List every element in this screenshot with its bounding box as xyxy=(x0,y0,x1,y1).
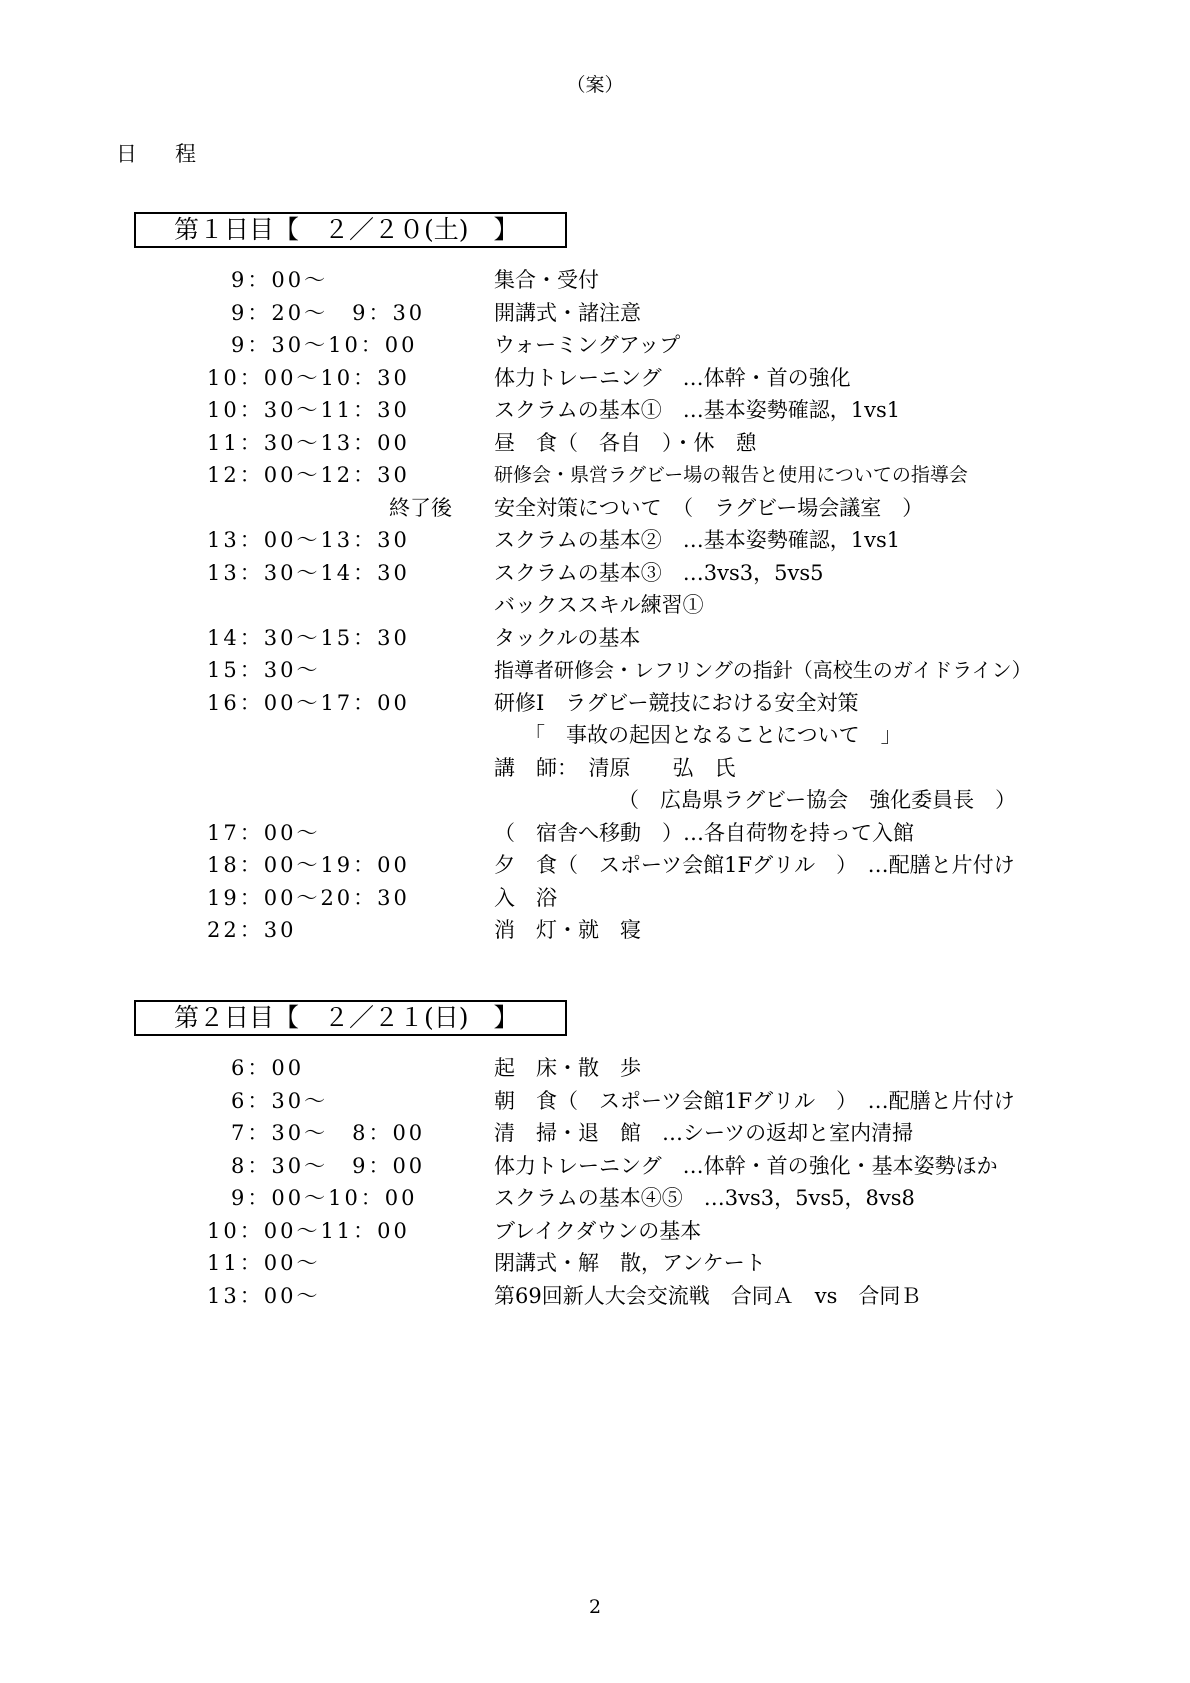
row-time: 16：00～17：00 xyxy=(207,690,410,715)
schedule-row xyxy=(0,264,1190,297)
row-desc: 消 灯・就 寝 xyxy=(494,918,641,942)
schedule-row xyxy=(0,1215,1190,1248)
row-time: 10：00～11：00 xyxy=(207,1218,410,1243)
schedule-row xyxy=(0,849,1190,882)
draft-label: （案） xyxy=(566,74,624,96)
schedule-row xyxy=(0,752,1190,785)
row-desc: （ 広島県ラグビー協会 強化委員長 ） xyxy=(618,788,1017,812)
row-time: 11：30～13：00 xyxy=(207,430,410,455)
row-desc: スクラムの基本④⑤ …3vs3，5vs5，8vs8 xyxy=(494,1186,915,1210)
schedule-heading: 日程 xyxy=(116,142,234,166)
schedule-row xyxy=(0,394,1190,427)
schedule-row xyxy=(0,654,1190,687)
row-desc: 昼 食（ 各自 ）・休 憩 xyxy=(494,430,757,455)
row-desc: 朝 食（ スポーツ会館1Fグリル ） …配膳と片付け xyxy=(494,1088,1015,1113)
row-desc: 指導者研修会・レフリングの指針（高校生のガイドライン） xyxy=(494,658,1032,682)
row-time: 9：30～10：00 xyxy=(207,333,418,357)
schedule-row xyxy=(0,557,1190,590)
row-desc: 体力トレーニング …体幹・首の強化・基本姿勢ほか xyxy=(494,1153,998,1178)
row-desc: 「 事故の起因となることについて 」 xyxy=(524,723,902,747)
row-desc: タックルの基本 xyxy=(494,625,641,650)
page-number: 2 xyxy=(588,1596,602,1618)
row-desc: スクラムの基本② …基本姿勢確認，1vs1 xyxy=(494,528,901,552)
row-desc: 第69回新人大会交流戦 合同Ａ vs 合同Ｂ xyxy=(494,1283,922,1308)
row-desc: 閉講式・解 散，アンケート xyxy=(494,1251,766,1275)
schedule-row xyxy=(0,914,1190,947)
schedule-row xyxy=(0,1117,1190,1150)
row-desc: 安全対策について （ ラグビー場会議室 ） xyxy=(494,495,924,520)
row-time: 9：00～10：00 xyxy=(207,1186,418,1210)
schedule-row xyxy=(0,817,1190,850)
row-desc: スクラムの基本③ …3vs3，5vs5 xyxy=(494,560,824,585)
row-time: 13：00～13：30 xyxy=(207,528,410,552)
schedule-row xyxy=(0,297,1190,330)
row-time: 22：30 xyxy=(207,918,297,942)
schedule-row xyxy=(0,492,1190,525)
row-desc: 集合・受付 xyxy=(494,268,599,292)
row-time: 8：30～ 9：00 xyxy=(207,1153,426,1178)
row-time: 12：00～12：30 xyxy=(207,463,410,487)
row-time: 15：30～ xyxy=(207,658,321,682)
schedule-row xyxy=(0,427,1190,460)
row-time: 11：00～ xyxy=(207,1251,321,1275)
schedule-row xyxy=(0,459,1190,492)
row-time: 19：00～20：30 xyxy=(207,885,410,910)
schedule-row xyxy=(0,882,1190,915)
row-desc: 研修会・県営ラグビー場の報告と使用についての指導会 xyxy=(494,464,968,486)
schedule-row xyxy=(0,524,1190,557)
row-time: 18：00～19：00 xyxy=(207,853,410,877)
row-desc: 講 師： 清原 弘 氏 xyxy=(494,755,736,780)
schedule-row xyxy=(0,1052,1190,1085)
schedule-row xyxy=(0,329,1190,362)
row-desc: バックススキル練習① xyxy=(494,593,704,617)
row-time: 終了後 xyxy=(389,495,452,520)
schedule-row xyxy=(0,362,1190,395)
day1-title-box: 第１日目【 ２／２０(土) 】 xyxy=(134,212,567,248)
row-time: 13：00～ xyxy=(207,1283,321,1308)
row-desc: 起 床・散 歩 xyxy=(494,1056,641,1080)
day1-schedule xyxy=(0,264,1190,947)
row-desc: ブレイクダウンの基本 xyxy=(494,1218,702,1243)
schedule-row xyxy=(0,719,1190,752)
row-desc: （ 宿舎へ移動 ）…各自荷物を持って入館 xyxy=(494,820,914,845)
schedule-row xyxy=(0,784,1190,817)
day2-schedule xyxy=(0,1052,1190,1312)
row-time: 10：30～11：30 xyxy=(207,398,410,422)
row-time: 9：20～ 9：30 xyxy=(207,300,426,325)
row-desc: 体力トレーニング …体幹・首の強化 xyxy=(494,365,851,390)
schedule-row xyxy=(0,622,1190,655)
row-time: 7：30～ 8：00 xyxy=(207,1121,426,1145)
row-desc: 夕 食（ スポーツ会館1Fグリル ） …配膳と片付け xyxy=(494,853,1015,877)
row-time: 10：00～10：30 xyxy=(207,365,410,390)
row-desc: 開講式・諸注意 xyxy=(494,300,641,325)
row-time: 6：30～ xyxy=(207,1088,329,1113)
schedule-row xyxy=(0,1085,1190,1118)
row-desc: ウォーミングアップ xyxy=(494,333,681,357)
schedule-row xyxy=(0,1247,1190,1280)
row-time: 14：30～15：30 xyxy=(207,625,410,650)
schedule-row xyxy=(0,589,1190,622)
schedule-row xyxy=(0,1182,1190,1215)
schedule-row xyxy=(0,687,1190,720)
row-time: 17：00～ xyxy=(207,820,321,845)
row-time: 9：00～ xyxy=(207,268,329,292)
row-time: 6：00 xyxy=(207,1056,305,1080)
row-desc: 研修Ⅰ ラグビー競技における安全対策 xyxy=(494,690,859,715)
row-desc: 入 浴 xyxy=(494,885,557,910)
day2-title-box: 第２日目【 ２／２１(日) 】 xyxy=(134,1000,567,1036)
schedule-row xyxy=(0,1150,1190,1183)
row-desc: スクラムの基本① …基本姿勢確認，1vs1 xyxy=(494,398,901,422)
schedule-row xyxy=(0,1280,1190,1313)
row-time: 13：30～14：30 xyxy=(207,560,410,585)
row-desc: 清 掃・退 館 …シーツの返却と室内清掃 xyxy=(494,1121,914,1145)
